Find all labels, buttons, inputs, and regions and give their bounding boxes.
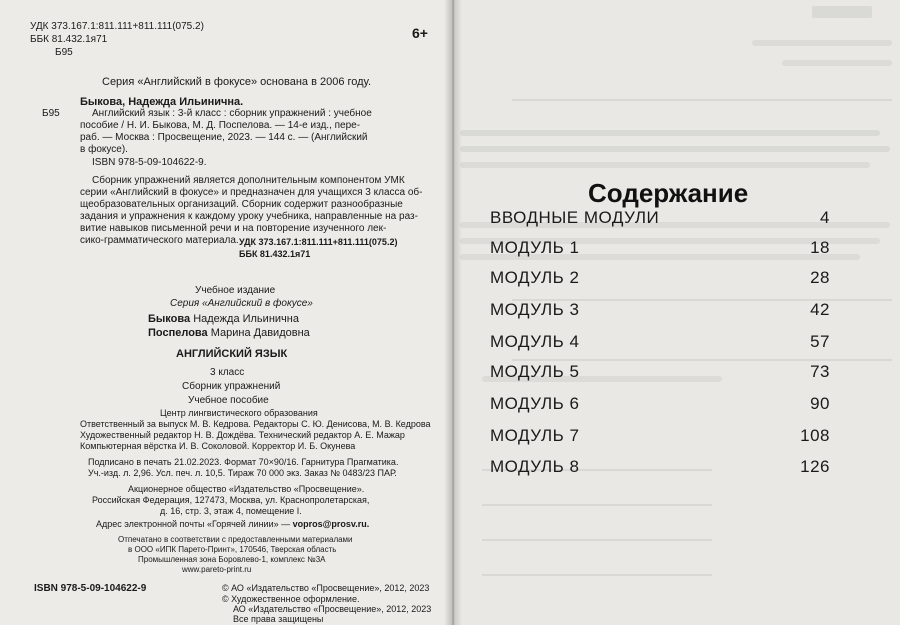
bib-line-3: раб. — Москва : Просвещение, 2023. — 144 с. — (Английский xyxy=(80,132,368,143)
age-rating: 6+ xyxy=(412,25,428,41)
printer-4: www.pareto-print.ru xyxy=(182,565,252,574)
copyright-2: © Художественное оформление. xyxy=(222,594,360,604)
toc-row[interactable] xyxy=(490,394,830,418)
hotline xyxy=(96,519,369,530)
toc-label: МОДУЛЬ 6 xyxy=(490,394,580,413)
bib-line-4: в фокусе). xyxy=(80,144,128,155)
toc-row[interactable] xyxy=(490,300,830,324)
authors-line: Быкова, Надежда Ильинична. xyxy=(80,96,244,108)
toc-page: 4 xyxy=(820,208,830,227)
publisher-1: Акционерное общество «Издательство «Просвещение». xyxy=(128,484,365,494)
udk-top: УДК 373.167.1:811.111+811.111(075.2) xyxy=(30,21,204,32)
toc-row[interactable] xyxy=(490,268,830,292)
toc-label: МОДУЛЬ 4 xyxy=(490,332,580,351)
code-top: Б95 xyxy=(55,47,73,58)
printer-1: Отпечатано в соответствии с предоставленными материалами xyxy=(118,535,353,544)
toc-page: 28 xyxy=(810,268,830,287)
author-1 xyxy=(148,313,299,326)
toc-page: 18 xyxy=(810,238,830,257)
bbk-top: ББК 81.432.1я71 xyxy=(30,34,108,45)
toc-title: Содержание xyxy=(588,178,749,208)
toc-row[interactable] xyxy=(490,238,830,262)
toc-row[interactable] xyxy=(490,208,830,232)
author-2 xyxy=(148,327,310,340)
isbn-bottom: ISBN 978-5-09-104622-9 xyxy=(34,583,147,594)
manual-type: Учебное пособие xyxy=(188,395,269,406)
toc-row[interactable] xyxy=(490,362,830,386)
print-info-1: Подписано в печать 21.02.2023. Формат 70×90/16. Гарнитура Прагматика. xyxy=(88,457,399,467)
toc-label: МОДУЛЬ 8 xyxy=(490,457,580,476)
toc-row[interactable] xyxy=(490,457,830,481)
author-1-surname: Быкова xyxy=(148,313,191,325)
book-title: АНГЛИЙСКИЙ ЯЗЫК xyxy=(176,348,288,360)
author-2-name: Марина Давидовна xyxy=(210,327,310,339)
annotation-3: щеобразовательных организаций. Сборник содержит разнообразные xyxy=(80,199,403,210)
credit-4: Компьютерная вёрстка И. В. Соколовой. Корректор И. Б. Окунева xyxy=(80,441,356,451)
hotline-email[interactable]: vopros@prosv.ru. xyxy=(292,519,370,529)
toc-page: 42 xyxy=(810,300,830,319)
publisher-3: д. 16, стр. 3, этаж 4, помещение I. xyxy=(160,506,302,516)
toc-page: 108 xyxy=(800,426,830,445)
copyright-4: Все права защищены xyxy=(233,614,324,624)
credit-2: Ответственный за выпуск М. В. Кедрова. Редакторы С. Ю. Денисова, М. В. Кедрова xyxy=(80,419,431,429)
udk-bottom: УДК 373.167.1:811.111+811.111(075.2) xyxy=(239,237,398,247)
isbn-main: ISBN 978-5-09-104622-9. xyxy=(92,157,207,168)
book-type: Сборник упражнений xyxy=(182,381,281,392)
credit-1: Центр лингвистического образования xyxy=(160,408,318,418)
toc-label: МОДУЛЬ 7 xyxy=(490,426,580,445)
toc-label: МОДУЛЬ 1 xyxy=(490,238,580,257)
toc-label: МОДУЛЬ 2 xyxy=(490,268,580,287)
annotation-6: сико-грамматического материала. xyxy=(80,235,239,246)
edition-type: Учебное издание xyxy=(195,285,276,296)
grade: 3 класс xyxy=(210,367,245,378)
copyright-3: АО «Издательство «Просвещение», 2012, 2023 xyxy=(233,604,432,614)
copyright-1: © АО «Издательство «Просвещение», 2012, 2023 xyxy=(222,583,430,593)
toc-page: 126 xyxy=(800,457,830,476)
toc-page: 73 xyxy=(810,362,830,381)
author-2-surname: Поспелова xyxy=(148,327,208,339)
toc-row[interactable] xyxy=(490,332,830,356)
publisher-2: Российская Федерация, 127473, Москва, ул. Краснопролетарская, xyxy=(92,495,370,505)
series-note: Серия «Английский в фокусе» основана в 2006 году. xyxy=(102,76,372,88)
hotline-label: Адрес электронной почты «Горячей линии» — xyxy=(96,519,291,529)
annotation-2: серии «Английский в фокусе» и предназначен для учащихся 3 класса об- xyxy=(80,187,423,198)
annotation-4: задания и упражнения к каждому уроку учебника, направленные на раз- xyxy=(80,211,418,222)
printer-3: Промышленная зона Боровлево-1, комплекс №3А xyxy=(138,555,326,564)
credit-3: Художественный редактор Н. В. Дождёва. Технический редактор А. Е. Мажар xyxy=(80,430,405,440)
contents-page xyxy=(452,0,900,625)
book-gutter xyxy=(444,0,462,625)
bbk-bottom: ББК 81.432.1я71 xyxy=(239,249,311,259)
code-side: Б95 xyxy=(42,108,60,119)
series-italic: Серия «Английский в фокусе» xyxy=(170,298,313,309)
bib-line-1: Английский язык : 3-й класс : сборник упражнений : учебное xyxy=(92,108,372,119)
toc-page: 57 xyxy=(810,332,830,351)
toc-page: 90 xyxy=(810,394,830,413)
printer-2: в ООО «ИПК Парето-Принт», 170546, Тверская область xyxy=(128,545,337,554)
author-1-name: Надежда Ильинична xyxy=(193,313,299,325)
toc-row[interactable] xyxy=(490,426,830,450)
toc-label: МОДУЛЬ 3 xyxy=(490,300,580,319)
toc-label: МОДУЛЬ 5 xyxy=(490,362,580,381)
bib-line-2: пособие / Н. И. Быкова, М. Д. Поспелова. — 14-е изд., пере- xyxy=(80,120,361,131)
toc-label: ВВОДНЫЕ МОДУЛИ xyxy=(490,208,660,227)
print-info-2: Уч.-изд. л. 2,96. Усл. печ. л. 10,5. Тираж 70 000 экз. Заказ № 0483/23 ПАР. xyxy=(88,468,397,478)
annotation-1: Сборник упражнений является дополнительным компонентом УМК xyxy=(92,175,405,186)
annotation-5: витие навыков письменной речи и на повторение изученного лек- xyxy=(80,223,387,234)
